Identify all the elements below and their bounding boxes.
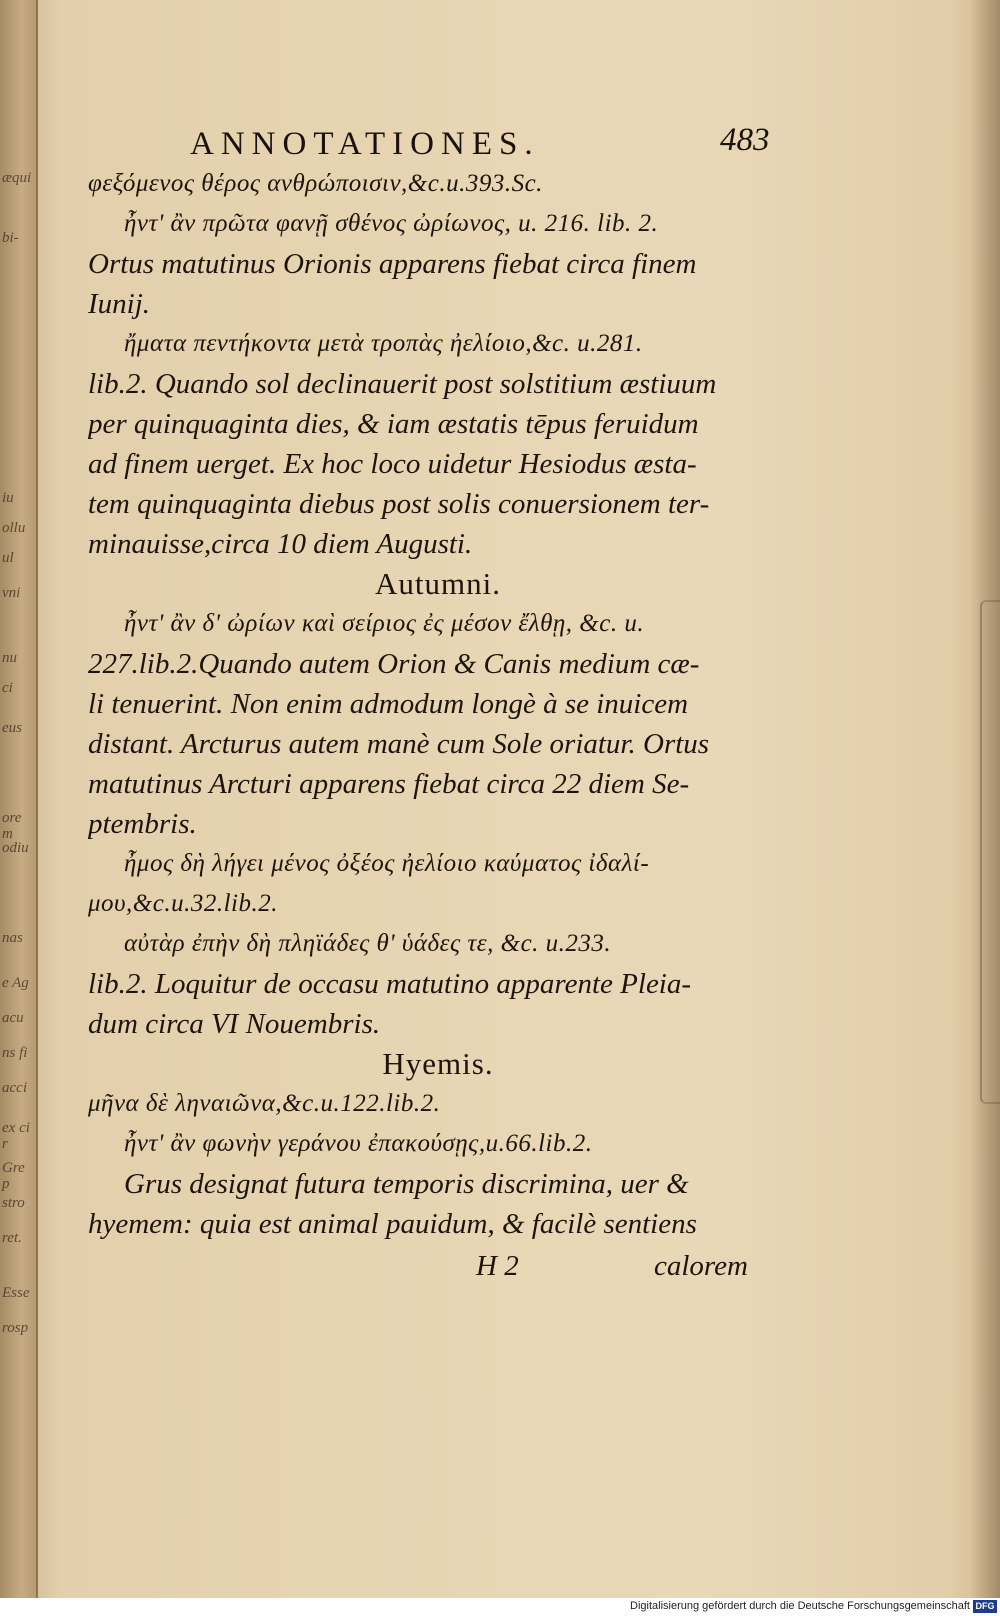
text-line: ἦντ' ἂν πρῶτα φανῇ σθένος ὠρίωνος, u. 216. lib. 2. (124, 210, 659, 237)
facing-page-edge (0, 0, 38, 1598)
margin-fragment: ns fi (2, 1045, 28, 1061)
text-line: ptembris. (88, 808, 197, 840)
margin-fragment: ollu (2, 520, 26, 536)
text-line: ἤματα πεντήκοντα μετὰ τροπὰς ἠελίοιο,&c. u.281. (124, 330, 643, 357)
text-line: Ortus matutinus Orionis apparens fiebat circa finem (88, 248, 697, 280)
text-line: φεξόμενος θέρος ανθρώποισιν,&c.u.393.Sc. (88, 170, 543, 197)
margin-fragment: iu (2, 490, 14, 506)
margin-fragment: nu (2, 650, 17, 666)
text-line: ad finem uerget. Ex hoc loco uidetur Hesiodus æsta- (88, 448, 697, 480)
text-line: ἦμος δὴ λήγει μένος ὀξέος ἠελίοιο καύματος ἰδαλί- (124, 850, 650, 877)
margin-fragment: æqui (2, 170, 32, 186)
margin-fragment: acu (2, 1010, 24, 1026)
text-line: lib.2. Loquitur de occasu matutino apparente Pleia- (88, 968, 692, 1000)
margin-fragment: vni (2, 585, 21, 601)
margin-fragment: stro (2, 1195, 25, 1211)
section-heading-autumni: Autumni. (375, 566, 501, 601)
text-line: Iunij. (88, 288, 151, 320)
section-heading-hyemis: Hyemis. (382, 1046, 494, 1081)
margin-fragment: rosp (2, 1320, 29, 1336)
text-line: minauisse,circa 10 diem Augusti. (88, 528, 473, 560)
running-head: ANNOTATIONES. (190, 126, 540, 162)
page-number: 483 (720, 122, 770, 158)
margin-fragment: orem (2, 810, 22, 842)
digitization-footer (0, 1598, 1000, 1616)
margin-fragment: odiu (2, 840, 29, 856)
margin-fragment: eus (2, 720, 22, 736)
text-line: lib.2. Quando sol declinauerit post solstitium æstiuum (88, 368, 717, 400)
text-line: 227.lib.2.Quando autem Orion & Canis medium cæ- (88, 648, 700, 680)
text-line: ἦντ' ἂν δ' ὠρίων καὶ σείριος ἐς μέσον ἔλθῃ, &c. u. (124, 610, 645, 637)
margin-fragment: e Ag (2, 975, 29, 991)
page-header (88, 120, 788, 164)
text-line: distant. Arcturus autem manè cum Sole oriatur. Ortus (88, 728, 710, 760)
signature-row (88, 1250, 788, 1290)
signature-mark: H 2 (476, 1250, 519, 1282)
text-line: tem quinquaginta diebus post solis conuersionem ter- (88, 488, 710, 520)
text-line: hyemem: quia est animal pauidum, & facilè sentiens (88, 1208, 697, 1240)
text-line: li tenuerint. Non enim admodum longè à se inuicem (88, 688, 689, 720)
text-line: μῆνα δὲ ληναιῶνα,&c.u.122.lib.2. (88, 1090, 441, 1117)
text-line: matutinus Arcturi apparens fiebat circa 22 diem Se- (88, 768, 690, 800)
margin-fragment: acci (2, 1080, 27, 1096)
margin-fragment: Grep (2, 1160, 25, 1192)
margin-fragment: Esse (2, 1285, 30, 1301)
margin-fragment: ul (2, 550, 14, 566)
text-line: μου,&c.u.32.lib.2. (88, 890, 278, 917)
text-line: ἦντ' ἂν φωνὴν γεράνου ἐπακούσῃς,u.66.lib.2. (124, 1130, 593, 1157)
text-line: Grus designat futura temporis discrimina, uer & (124, 1168, 689, 1200)
footer-credit: Digitalisierung gefördert durch die Deutsche Forschungsgemeinschaft (630, 1600, 970, 1612)
margin-fragment: ex cir (2, 1120, 30, 1152)
margin-fragment: ret. (2, 1230, 22, 1246)
text-line: αὐτὰρ ἐπὴν δὴ πληϊάδες θ' ὑάδες τε, &c. u.233. (124, 930, 612, 957)
catchword: calorem (654, 1250, 748, 1282)
text-line: per quinquaginta dies, & iam æstatis tēpus feruidum (88, 408, 699, 440)
text-line: dum circa VI Nouembris. (88, 1008, 381, 1040)
text-block (88, 120, 788, 1290)
page-gutter-shadow (970, 0, 1000, 1598)
margin-fragment: ci (2, 680, 13, 696)
dfg-logo-icon: DFG (973, 1600, 997, 1613)
margin-fragment: bi- (2, 230, 19, 246)
margin-fragment: nas (2, 930, 23, 946)
